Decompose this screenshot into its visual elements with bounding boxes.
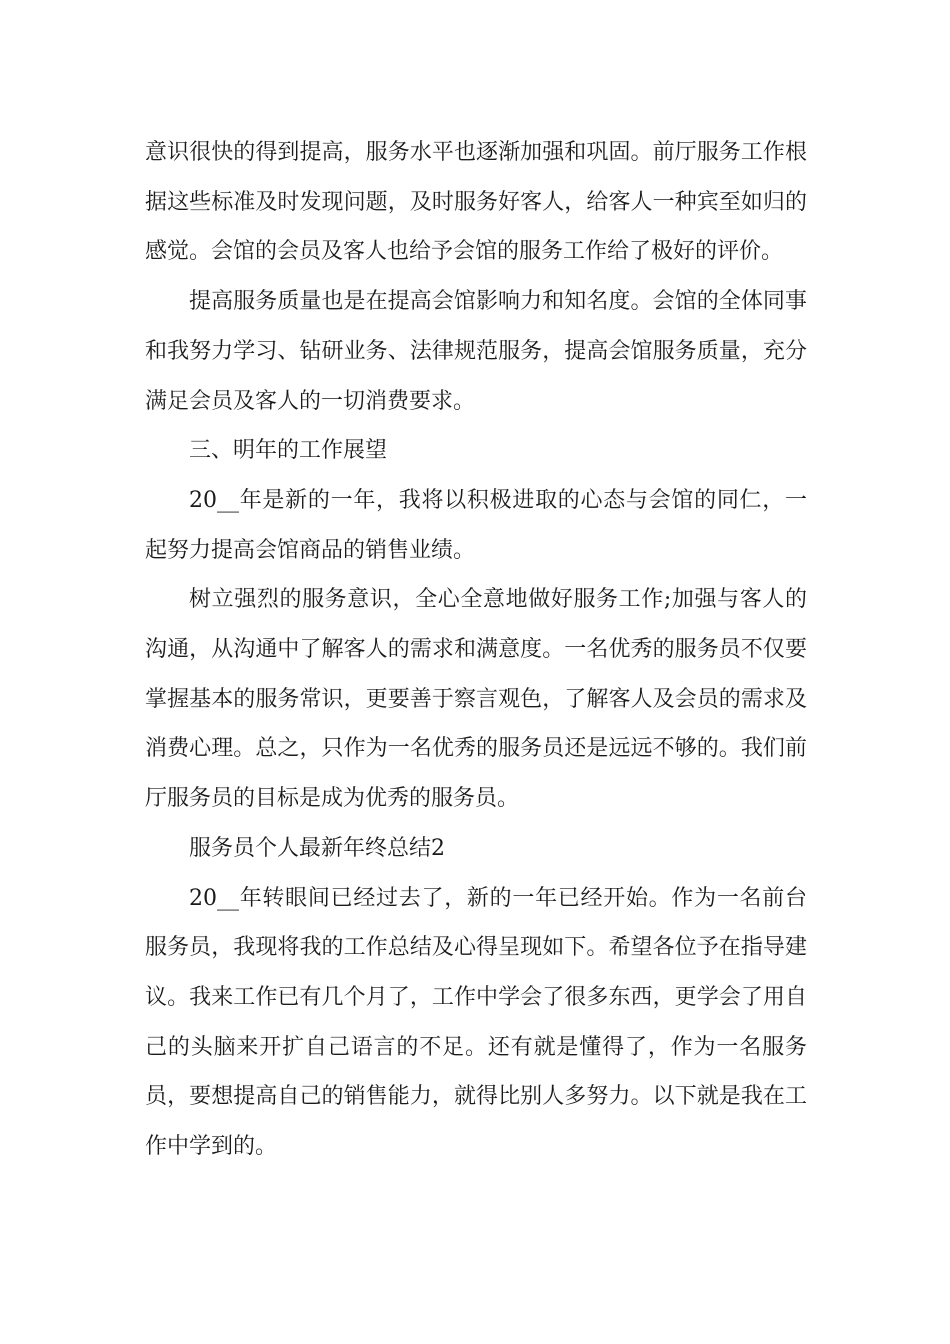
paragraph-front-desk: 20__年转眼间已经过去了，新的一年已经开始。作为一名前台服务员，我现将我的工作总结及心得呈现如下。希望各位予在指导建议。我来工作已有几个月了，工作中学会了很多东西，更学会了用自己的头脑来开扩自己语言的不足。还有就是懂得了，作为一名服务员，要想提高自己的销售能力，就得比别人多努力。以下就是我在工作中学到的。 <box>145 885 807 1160</box>
paragraph-new-year: 20__年是新的一年，我将以积极进取的心态与会馆的同仁，一起努力提高会馆商品的销售业绩。 <box>145 487 807 563</box>
section-heading-summary-2: 服务员个人最新年终总结2 <box>189 835 445 861</box>
document-body <box>145 128 807 1172</box>
paragraph-service-awareness: 树立强烈的服务意识，全心全意地做好服务工作;加强与客人的沟通，从沟通中了解客人的需求和满意度。一名优秀的服务员不仅要掌握基本的服务常识，更要善于察言观色，了解客人及会员的需求及消费心理。总之，只作为一名优秀的服务员还是远远不够的。我们前厅服务员的目标是成为优秀的服务员。 <box>145 587 807 812</box>
paragraph-service-quality: 提高服务质量也是在提高会馆影响力和知名度。会馆的全体同事和我努力学习、钻研业务、法律规范服务，提高会馆服务质量，充分满足会员及客人的一切消费要求。 <box>145 289 807 414</box>
section-heading-outlook: 三、明年的工作展望 <box>189 438 388 464</box>
paragraph-continuation: 意识很快的得到提高，服务水平也逐渐加强和巩固。前厅服务工作根据这些标准及时发现问题，及时服务好客人，给客人一种宾至如归的感觉。会馆的会员及客人也给予会馆的服务工作给了极好的评价。 <box>145 140 807 265</box>
